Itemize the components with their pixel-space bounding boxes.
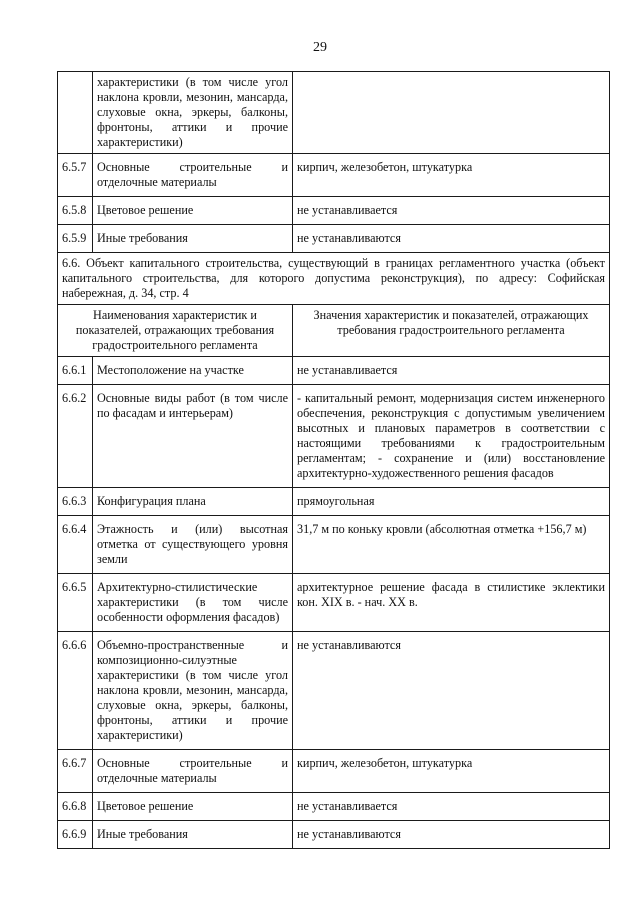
row-name: Цветовое решение [93,197,293,225]
row-name: Основные виды работ (в том числе по фасадам и интерьерам) [93,385,293,488]
row-number: 6.6.8 [58,793,93,821]
row-value: архитектурное решение фасада в стилистике эклектики кон. XIX в. - нач. XX в. [293,574,610,632]
row-number: 6.6.6 [58,632,93,750]
row-name: Архитектурно-стилистические характеристики (в том числе особенности оформления фасадов) [93,574,293,632]
section-title: 6.6. Объект капитального строительства, существующий в границах регламентного участка (объект капитального строительства, для которого допустима реконструкция), по адресу: Софийская набережная, д. 34, стр. 4 [58,253,610,305]
table-main-rows [58,357,610,849]
table-row [58,357,610,385]
row-value [293,72,610,154]
table-row [58,197,610,225]
row-name: Этажность и (или) высотная отметка от существующего уровня земли [93,516,293,574]
row-name: Основные строительные и отделочные материалы [93,154,293,197]
row-name: Основные строительные и отделочные материалы [93,750,293,793]
row-number: 6.6.2 [58,385,93,488]
row-name: Местоположение на участке [93,357,293,385]
table-row [58,750,610,793]
row-number: 6.5.7 [58,154,93,197]
section-title-row [58,253,610,305]
row-value: не устанавливается [293,793,610,821]
table-row [58,821,610,849]
page-number: 29 [313,40,327,55]
row-value: кирпич, железобетон, штукатурка [293,750,610,793]
row-value: - капитальный ремонт, модернизация систем инженерного обеспечения, реконструкция с допустимым увеличением высотных и плановых параметров в соответствии с настоящими требованиями к градостроительным регламентам; - сохранение и (или) восстановление архитектурно-художественного решения фасадов [293,385,610,488]
table-row [58,488,610,516]
row-value: кирпич, железобетон, штукатурка [293,154,610,197]
table-row [58,225,610,253]
row-number: 6.5.8 [58,197,93,225]
row-value: не устанавливаются [293,225,610,253]
table-row [58,154,610,197]
row-name: Объемно-пространственные и композиционно-силуэтные характеристики (в том числе угол наклона кровли, мезонин, мансарда, слуховые окна, эркеры, балконы, фронтоны, аттики и прочие характеристики) [93,632,293,750]
row-number: 6.6.4 [58,516,93,574]
row-number: 6.6.7 [58,750,93,793]
row-value: не устанавливается [293,197,610,225]
regulation-table [57,71,610,849]
row-value: 31,7 м по коньку кровли (абсолютная отметка +156,7 м) [293,516,610,574]
row-value: не устанавливаются [293,632,610,750]
table-header-row [58,305,610,357]
row-name: Иные требования [93,821,293,849]
table-row [58,793,610,821]
row-name: Конфигурация плана [93,488,293,516]
table-row [58,516,610,574]
table-row [58,574,610,632]
table-row [58,385,610,488]
table-top-rows [58,72,610,253]
row-number: 6.6.9 [58,821,93,849]
row-value: не устанавливается [293,357,610,385]
row-name: Цветовое решение [93,793,293,821]
row-number: 6.6.5 [58,574,93,632]
row-value: не устанавливаются [293,821,610,849]
table-row [58,72,610,154]
table-row [58,632,610,750]
row-number: 6.6.1 [58,357,93,385]
table-section [58,253,610,357]
row-number: 6.5.9 [58,225,93,253]
header-characteristics: Наименования характеристик и показателей, отражающих требования градостроительного регламента [58,305,293,357]
row-name: характеристики (в том числе угол наклона кровли, мезонин, мансарда, слуховые окна, эркеры, балконы, фронтоны, аттики и прочие характеристики) [93,72,293,154]
row-number [58,72,93,154]
row-value: прямоугольная [293,488,610,516]
row-number: 6.6.3 [58,488,93,516]
row-name: Иные требования [93,225,293,253]
header-values: Значения характеристик и показателей, отражающих требования градостроительного регламента [293,305,610,357]
